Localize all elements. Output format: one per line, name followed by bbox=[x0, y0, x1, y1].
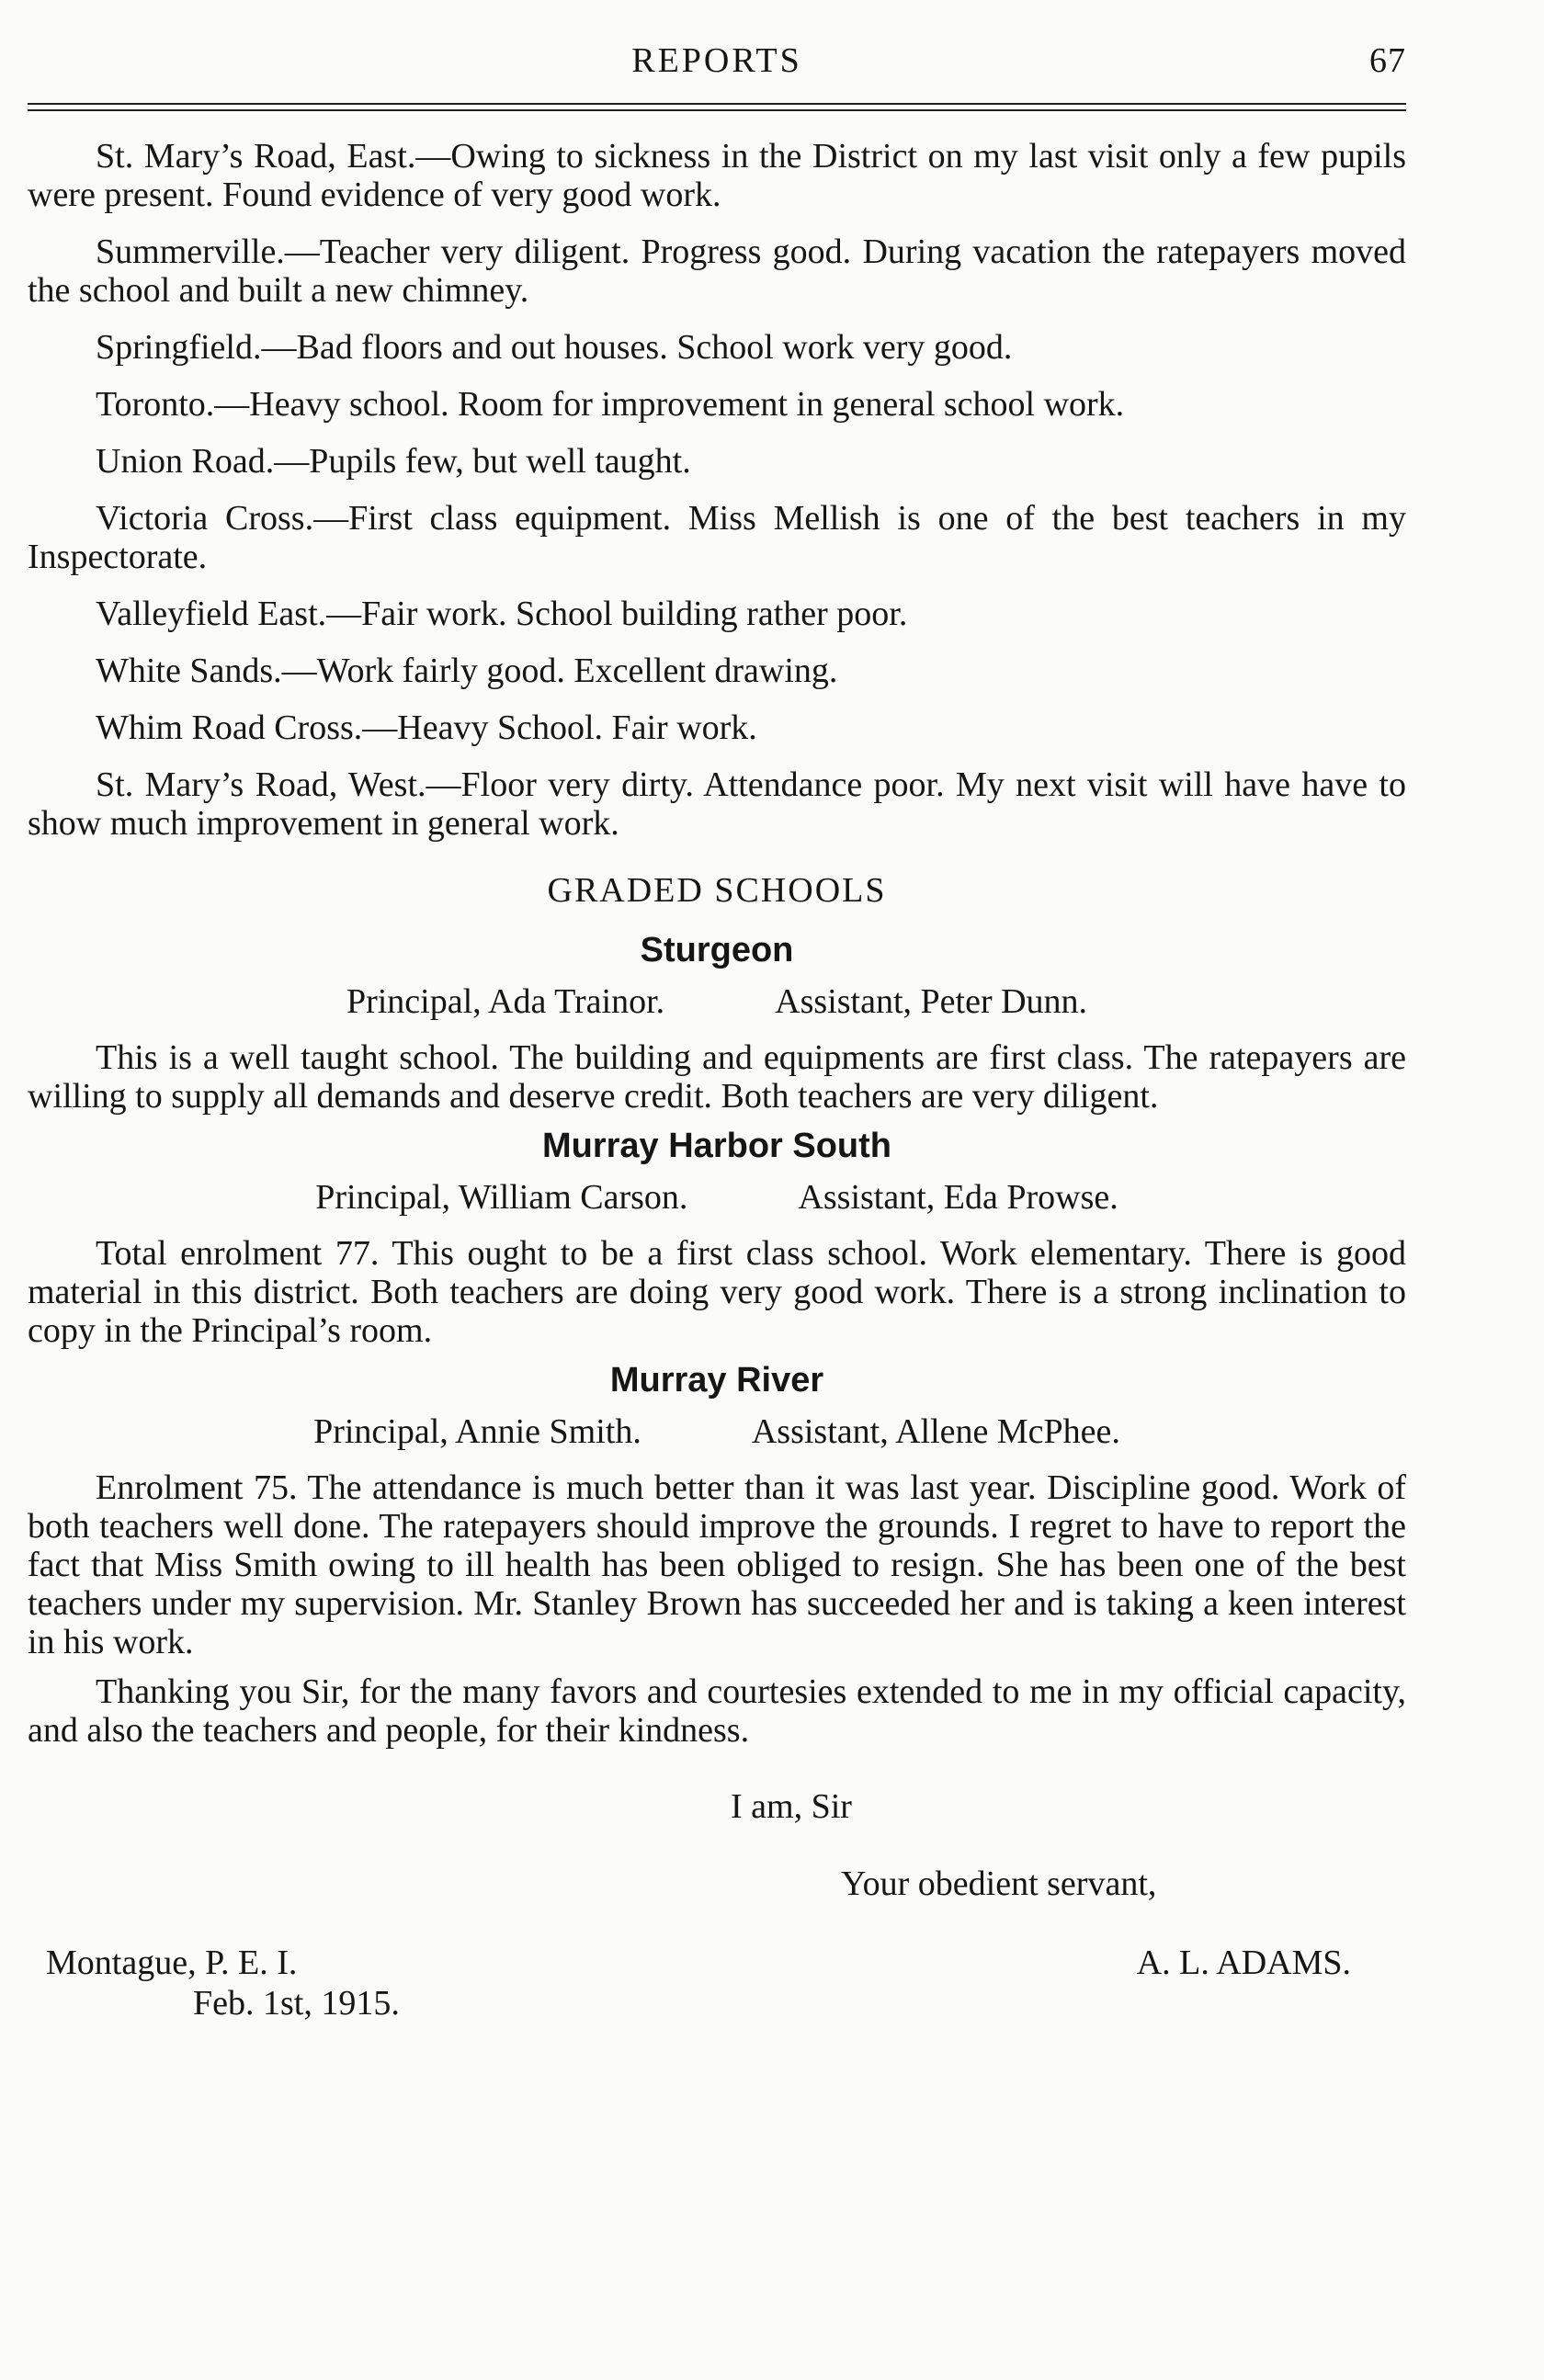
principal: Principal, Ada Trainor. bbox=[346, 982, 665, 1021]
thanks-paragraph: Thanking you Sir, for the many favors and courtesies extended to me in my official capacity, and also the teachers and people, for their kindness. bbox=[28, 1672, 1406, 1750]
district-entry: White Sands.—Work fairly good. Excellent drawing. bbox=[96, 652, 838, 690]
principal: Principal, William Carson. bbox=[315, 1178, 688, 1217]
salutation: I am, Sir bbox=[731, 1787, 852, 1826]
district-entry: Valleyfield East.—Fair work. School building rather poor. bbox=[96, 595, 908, 633]
place: Montague, P. E. I. bbox=[46, 1944, 298, 1982]
district-entry: St. Mary’s Road, West.—Floor very dirty. Attendance poor. My next visit will have have to show much improvement in general work. bbox=[28, 765, 1406, 843]
header-rule-second bbox=[28, 109, 1406, 111]
valediction: Your obedient servant, bbox=[841, 1864, 1157, 1903]
district-entry: Victoria Cross.—First class equipment. Miss Mellish is one of the best teachers in my Inspectorate. bbox=[28, 499, 1406, 576]
header-rule bbox=[28, 103, 1406, 105]
school-name: Murray Harbor South bbox=[541, 1127, 892, 1165]
school-staff bbox=[28, 981, 1406, 1022]
school-staff bbox=[28, 1177, 1406, 1218]
running-head bbox=[28, 35, 1406, 94]
district-entry: Whim Road Cross.—Heavy School. Fair work. bbox=[96, 708, 757, 747]
school-name: Murray River bbox=[609, 1361, 824, 1400]
school-report: Enrolment 75. The attendance is much better than it was last year. Discipline good. Work of both teachers well done. The ratepayers should improve the grounds. I regret to have to report the fact that Miss Smith owing to ill health has been obliged to resign. She has been one of the best teachers under my supervision. Mr. Stanley Brown has succeeded her and is taking a keen interest in his work. bbox=[28, 1468, 1406, 1661]
district-entry: Toronto.—Heavy school. Room for improvement in general school work. bbox=[96, 385, 1125, 424]
page-number: 67 bbox=[1369, 41, 1406, 80]
school-report: Total enrolment 77. This ought to be a first class school. Work elementary. There is good material in this district. Both teachers are doing very good work. There is a strong inclination to copy in the Principal’s room. bbox=[28, 1234, 1406, 1350]
date: Feb. 1st, 1915. bbox=[193, 1984, 400, 2023]
school-report: This is a well taught school. The building and equipments are first class. The ratepayers are willing to supply all demands and deserve credit. Both teachers are very diligent. bbox=[28, 1038, 1406, 1116]
district-entry: Springfield.—Bad floors and out houses. School work very good. bbox=[96, 328, 1013, 367]
school-name: Sturgeon bbox=[640, 931, 794, 969]
principal: Principal, Annie Smith. bbox=[313, 1412, 641, 1451]
district-entry: Summerville.—Teacher very diligent. Progress good. During vacation the ratepayers moved the school and built a new chimney. bbox=[28, 232, 1406, 310]
graded-schools-heading: GRADED SCHOOLS bbox=[547, 871, 887, 910]
assistant: Assistant, Peter Dunn. bbox=[775, 982, 1088, 1021]
assistant: Assistant, Eda Prowse. bbox=[798, 1178, 1118, 1217]
assistant: Assistant, Allene McPhee. bbox=[751, 1412, 1120, 1451]
district-entry: St. Mary’s Road, East.—Owing to sickness in the District on my last visit only a few pupils were present. Found evidence of very good work. bbox=[28, 137, 1406, 214]
signature: A. L. ADAMS. bbox=[1136, 1944, 1351, 1982]
closing-block bbox=[28, 1786, 1406, 2023]
district-entry: Union Road.—Pupils few, but well taught. bbox=[96, 442, 691, 481]
page-title: REPORTS bbox=[631, 41, 802, 80]
school-staff bbox=[28, 1411, 1406, 1452]
signature-row bbox=[28, 1943, 1406, 1983]
